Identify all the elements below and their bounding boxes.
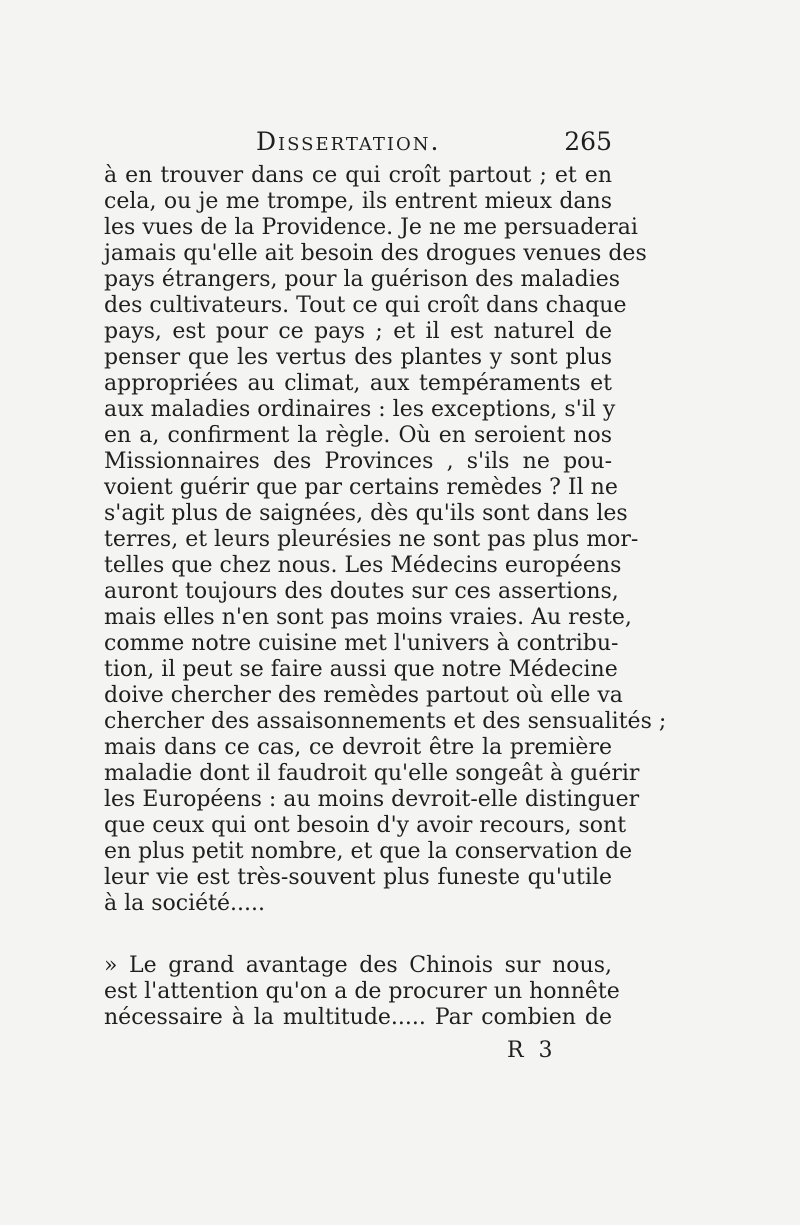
text-line: aux maladies ordinaires : les exceptions, s'il y: [104, 397, 616, 422]
text-line: chercher des assaisonnements et des sensualités ;: [104, 709, 667, 734]
text-line: comme notre cuisine met l'univers à contribu-: [104, 631, 619, 656]
text-line: mais dans ce cas, ce devroit être la première: [104, 735, 612, 760]
text-line: doive chercher des remèdes partout où elle va: [104, 683, 623, 708]
paragraph-1: [104, 163, 667, 917]
text-line: terres, et leurs pleurésies ne sont pas plus mor-: [104, 527, 639, 552]
page-number: 265: [564, 127, 612, 156]
text-line: leur vie est très-souvent plus funeste qu'utile: [104, 865, 612, 890]
text-line: en a, confirment la règle. Où en seroient nos: [104, 423, 612, 448]
text-line: cela, ou je me trompe, ils entrent mieux dans: [104, 189, 612, 214]
text-line: nécessaire à la multitude..... Par combien de: [104, 1005, 612, 1030]
text-line: s'agit plus de saignées, dès qu'ils sont dans les: [104, 501, 628, 526]
text-line: » Le grand avantage des Chinois sur nous,: [104, 953, 612, 978]
text-line: pays, est pour ce pays ; et il est naturel de: [104, 319, 612, 344]
text-line: voient guérir que par certains remèdes ? Il ne: [104, 475, 618, 500]
text-line: est l'attention qu'on a de procurer un honnête: [104, 979, 620, 1004]
signature-mark: R 3: [507, 1038, 557, 1063]
text-line: appropriées au climat, aux tempéraments et: [104, 371, 612, 396]
text-block: [104, 127, 667, 1031]
text-line: mais elles n'en sont pas moins vraies. Au reste,: [104, 605, 632, 630]
text-line: des cultivateurs. Tout ce qui croît dans chaque: [104, 293, 627, 318]
text-line: que ceux qui ont besoin d'y avoir recours, sont: [104, 813, 627, 838]
paragraph-2: [104, 953, 620, 1031]
paragraph-gap: [104, 917, 612, 953]
text-line: les Européens : au moins devroit-elle distinguer: [104, 787, 640, 812]
text-line: auront toujours des doutes sur ces assertions,: [104, 579, 619, 604]
running-title: Dissertation.: [256, 127, 441, 156]
text-line: en plus petit nombre, et que la conservation de: [104, 839, 633, 864]
text-line: à la société.....: [104, 891, 265, 916]
text-line: jamais qu'elle ait besoin des drogues venues des: [104, 241, 647, 266]
text-line: maladie dont il faudroit qu'elle songeât à guérir: [104, 761, 640, 786]
text-line: tion, il peut se faire aussi que notre Médecine: [104, 657, 618, 682]
running-header: [104, 127, 612, 163]
text-line: à en trouver dans ce qui croît partout ; et en: [104, 163, 612, 188]
text-line: penser que les vertus des plantes y sont plus: [104, 345, 612, 370]
text-line: telles que chez nous. Les Médecins européens: [104, 553, 622, 578]
text-line: pays étrangers, pour la guérison des maladies: [104, 267, 621, 292]
text-line: les vues de la Providence. Je ne me persuaderai: [104, 215, 638, 240]
text-line: Missionnaires des Provinces , s'ils ne pou-: [104, 449, 612, 474]
